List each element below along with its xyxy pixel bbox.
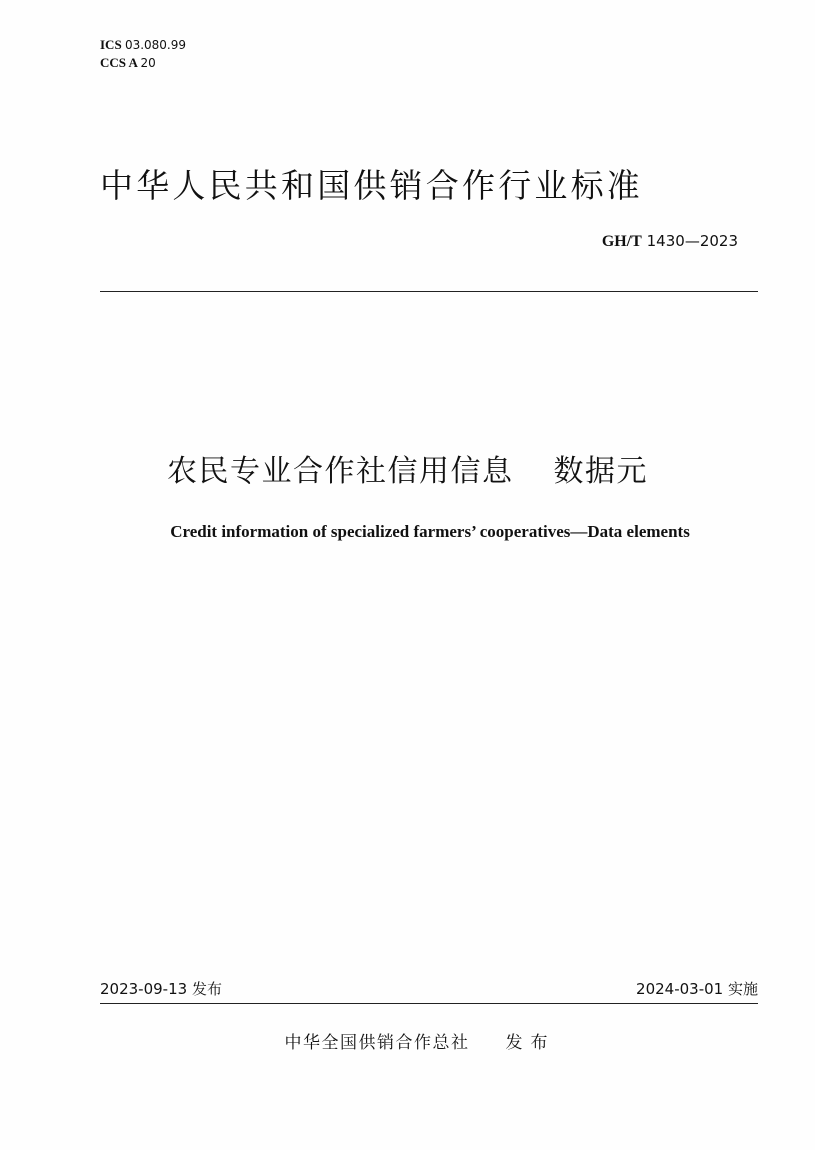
ics-label: ICS — [100, 37, 122, 52]
ccs-code: 20 — [140, 56, 156, 70]
document-title-sub: 数据元 — [553, 454, 648, 489]
issue-date: 2023-09-13 发布 — [100, 980, 222, 998]
document-title-chinese — [0, 446, 815, 490]
publisher-name: 中华全国供销合作总社 — [284, 1033, 470, 1053]
classification-codes — [100, 36, 186, 72]
standard-number-code: 1430—2023 — [646, 232, 738, 250]
standard-category-title: 中华人民共和国供销合作行业标准 — [100, 166, 643, 205]
ics-line — [100, 36, 186, 54]
standard-number — [602, 232, 738, 251]
publisher — [0, 1028, 815, 1053]
ics-code: 03.080.99 — [124, 38, 187, 52]
implementation-date: 2024-03-01 实施 — [636, 980, 758, 998]
publisher-action: 发布 — [505, 1033, 556, 1053]
document-title-english: Credit information of specialized farmers’ cooperatives—Data elements — [170, 522, 690, 541]
ccs-line — [100, 54, 186, 72]
top-divider — [100, 291, 758, 292]
document-title-main: 农民专业合作社信用信息 — [167, 454, 514, 489]
ccs-label: CCS A — [100, 55, 138, 70]
bottom-divider — [100, 1003, 758, 1004]
standard-number-prefix: GH/T — [601, 233, 642, 250]
